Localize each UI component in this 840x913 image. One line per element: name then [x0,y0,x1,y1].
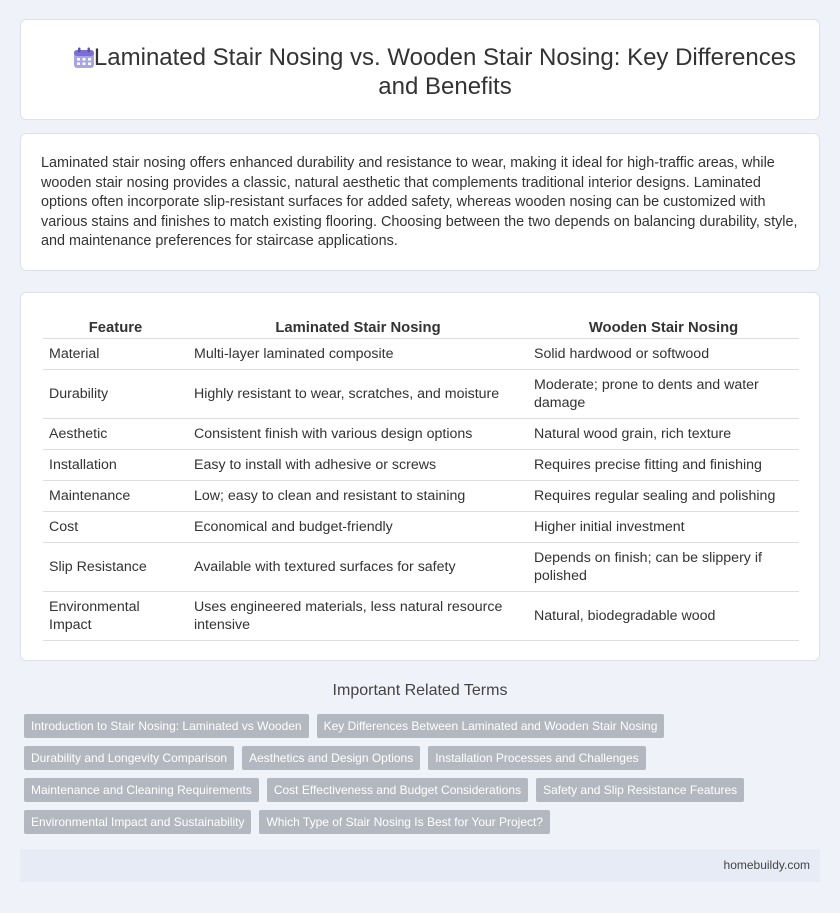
related-term-tag[interactable]: Durability and Longevity Comparison [24,746,234,770]
table-row [43,480,799,511]
table-cell: Requires precise fitting and finishing [528,449,799,480]
table-cell: Solid hardwood or softwood [528,338,799,369]
table-cell: Easy to install with adhesive or screws [188,449,528,480]
related-term-tag[interactable]: Which Type of Stair Nosing Is Best for Your Project? [259,810,550,834]
table-cell: Multi-layer laminated composite [188,338,528,369]
related-term-tag[interactable]: Safety and Slip Resistance Features [536,778,744,802]
table-cell: Consistent finish with various design options [188,418,528,449]
related-terms-list [24,714,804,842]
page-title: Laminated Stair Nosing vs. Wooden Stair Nosing: Key Differences and Benefits [93,44,797,100]
related-term-tag[interactable]: Introduction to Stair Nosing: Laminated vs Wooden [24,714,309,738]
footer-site-link[interactable]: homebuildy.com [723,858,810,872]
related-term-tag[interactable]: Environmental Impact and Sustainability [24,810,251,834]
table-cell: Slip Resistance [43,542,188,591]
table-cell: Higher initial investment [528,511,799,542]
table-header-row [43,316,799,338]
table-cell: Uses engineered materials, less natural resource intensive [188,591,528,640]
table-cell: Natural, biodegradable wood [528,591,799,640]
table-cell: Maintenance [43,480,188,511]
table-row [43,338,799,369]
table-header: Feature [43,316,188,338]
table-cell: Requires regular sealing and polishing [528,480,799,511]
table-row [43,369,799,418]
table-cell: Cost [43,511,188,542]
header-card [20,19,820,120]
related-term-tag[interactable]: Key Differences Between Laminated and Wooden Stair Nosing [317,714,665,738]
table-row [43,511,799,542]
related-term-tag[interactable]: Maintenance and Cleaning Requirements [24,778,259,802]
table-row [43,591,799,640]
table-header: Laminated Stair Nosing [188,316,528,338]
table-cell: Available with textured surfaces for safety [188,542,528,591]
table-cell: Aesthetic [43,418,188,449]
footer [20,849,820,882]
table-cell: Economical and budget-friendly [188,511,528,542]
table-cell: Environmental Impact [43,591,188,640]
comparison-card [20,292,820,661]
table-cell: Depends on finish; can be slippery if polished [528,542,799,591]
table-header: Wooden Stair Nosing [528,316,799,338]
table-cell: Installation [43,449,188,480]
related-term-tag[interactable]: Cost Effectiveness and Budget Considerations [267,778,528,802]
related-terms-title: Important Related Terms [332,682,508,699]
table-row [43,449,799,480]
table-row [43,418,799,449]
related-term-tag[interactable]: Aesthetics and Design Options [242,746,420,770]
table-cell: Moderate; prone to dents and water damage [528,369,799,418]
intro-text: Laminated stair nosing offers enhanced durability and resistance to wear, making it ideal for high-traffic areas, while wooden stair nosing provides a classic, natural aesthetic that complements traditional interior designs. Laminated options often incorporate slip-resistant surfaces for added safety, whereas wooden nosing can be customized with various stains and finishes to match existing flooring. Choosing between the two depends on balancing durability, style, and maintenance preferences for staircase applications. [41,155,798,250]
table-cell: Material [43,338,188,369]
table-cell: Durability [43,369,188,418]
related-term-tag[interactable]: Installation Processes and Challenges [428,746,645,770]
table-row [43,542,799,591]
table-cell: Natural wood grain, rich texture [528,418,799,449]
table-cell: Highly resistant to wear, scratches, and moisture [188,369,528,418]
intro-card [20,133,820,271]
comparison-table [43,316,799,641]
table-cell: Low; easy to clean and resistant to staining [188,480,528,511]
